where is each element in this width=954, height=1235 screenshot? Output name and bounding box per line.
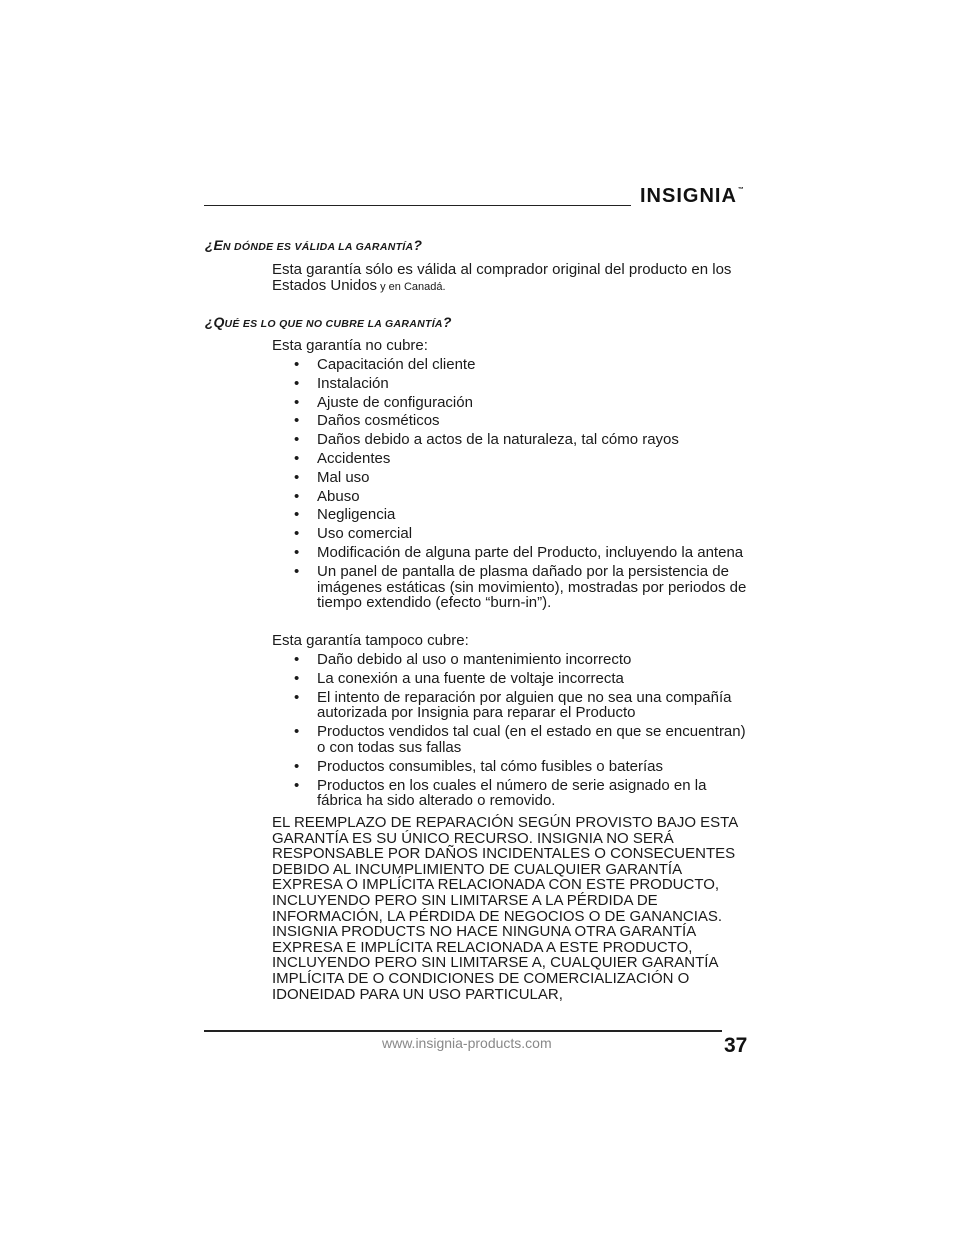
list-item-text: Capacitación del cliente [317, 356, 476, 373]
list-item-text: Daños debido a actos de la naturaleza, tal cómo rayos [317, 431, 679, 449]
section-heading-not-covered [205, 314, 451, 330]
heading-end: ? [413, 237, 422, 253]
list-item [272, 357, 752, 373]
logo-text: INSIGNIA [640, 185, 737, 207]
list-item [272, 451, 752, 467]
section-heading-where-valid [205, 237, 422, 253]
bullet-glyph: • [294, 487, 300, 505]
bullet-glyph: • [294, 562, 300, 580]
bullet-glyph: • [294, 723, 300, 741]
validity-text: Esta garantía sólo es válida al comprador original del producto en los Estados Unidos [272, 261, 732, 294]
heading-lead: ¿E [205, 237, 223, 253]
bullet-glyph: • [294, 669, 300, 687]
list-item-text: Accidentes [317, 449, 391, 467]
list-item-text: Uso comercial [317, 525, 413, 543]
list-item-text: Productos consumibles, tal cómo fusibles o baterías [317, 757, 664, 775]
bullet-glyph: • [294, 356, 300, 373]
list-item-text: Instalación [317, 374, 389, 392]
list-item-text: Mal uso [317, 468, 370, 486]
list-item [272, 564, 752, 611]
validity-small-text: y en Canadá. [377, 280, 446, 293]
list-item [272, 724, 752, 756]
list-item [272, 489, 752, 505]
list-item-text: Modificación de alguna parte del Producto, incluyendo la antena [317, 543, 744, 561]
list-item [272, 652, 752, 668]
list-item-text: Un panel de pantalla de plasma dañado por la persistencia de imágenes estáticas (sin movimiento), mostradas por periodos de tiempo extendido (efecto “burn-in”). [317, 562, 747, 612]
heading-smallcaps: UÉ ES LO QUE NO CUBRE LA GARANTÍA [224, 318, 443, 330]
list-item [272, 778, 752, 810]
bullet-glyph: • [294, 506, 300, 524]
bullet-glyph: • [294, 374, 300, 392]
list-item-text: La conexión a una fuente de voltaje incorrecta [317, 669, 624, 687]
heading-end: ? [442, 314, 452, 330]
list-item [272, 690, 752, 722]
list-item-text: Abuso [317, 487, 360, 505]
heading-smallcaps: N DÓNDE ES VÁLIDA LA GARANTÍA [222, 241, 414, 253]
list-item-text: Ajuste de configuración [317, 393, 473, 411]
list-item [272, 545, 752, 561]
bullet-glyph: • [294, 449, 300, 467]
list-item [272, 526, 752, 542]
validity-paragraph [272, 262, 752, 296]
page-number: 37 [724, 1034, 748, 1057]
not-covered-list [272, 357, 752, 614]
list-item-text: El intento de reparación por alguien que no sea una compañía autorizada por Insignia para reparar el Producto [317, 688, 732, 722]
list-item [272, 376, 752, 392]
bullet-glyph: • [294, 468, 300, 486]
list-item-text: Daño debido al uso o mantenimiento incorrecto [317, 651, 632, 668]
footer-rule [204, 1030, 722, 1032]
also-not-covered-list [272, 652, 752, 812]
also-not-covered-intro: Esta garantía tampoco cubre: [272, 632, 469, 649]
bullet-glyph: • [294, 651, 300, 668]
list-item [272, 413, 752, 429]
bullet-glyph: • [294, 757, 300, 775]
list-item-text: Negligencia [317, 506, 396, 524]
list-item-text: Productos en los cuales el número de serie asignado en la fábrica ha sido alterado o removido. [317, 776, 707, 810]
bullet-glyph: • [294, 525, 300, 543]
list-item-text: Daños cosméticos [317, 412, 440, 430]
list-item [272, 507, 752, 523]
logo-trademark: ™ [737, 187, 745, 193]
bullet-glyph: • [294, 412, 300, 430]
bullet-glyph: • [294, 393, 300, 411]
bullet-glyph: • [294, 543, 300, 561]
liability-disclaimer: EL REEMPLAZO DE REPARACIÓN SEGÚN PROVISTO BAJO ESTA GARANTÍA ES SU ÚNICO RECURSO. INSIGNIA NO SERÁ RESPONSABLE POR DAÑOS INCIDENTALES O CONSECUENTES DEBIDO AL INCUMPLIMIENTO DE CUALQUIER GARANTÍA EXPRESA O IMPLÍCITA RELACIONADA CON ESTE PRODUCTO, INCLUYENDO PERO SIN LIMITARSE A LA PÉRDIDA DE INFORMACIÓN, LA PÉRDIDA DE NEGOCIOS O DE GANANCIAS. INSIGNIA PRODUCTS NO HACE NINGUNA OTRA GARANTÍA EXPRESA E IMPLÍCITA RELACIONADA A ESTE PRODUCTO, INCLUYENDO PERO SIN LIMITARSE A, CUALQUIER GARANTÍA IMPLÍCITA DE O CONDICIONES DE COMERCIALIZACIÓN O IDONEIDAD PARA UN USO PARTICULAR, [272, 814, 738, 1003]
bullet-glyph: • [294, 688, 300, 706]
list-item [272, 395, 752, 411]
bullet-glyph: • [294, 776, 300, 794]
list-item [272, 470, 752, 486]
list-item [272, 759, 752, 775]
footer-url: www.insignia-products.com [382, 1035, 552, 1051]
bullet-glyph: • [294, 431, 300, 449]
not-covered-intro: Esta garantía no cubre: [272, 337, 428, 354]
list-item-text: Productos vendidos tal cual (en el estado en que se encuentran) o con todas sus fallas [317, 723, 746, 756]
header-rule [204, 205, 631, 206]
list-item [272, 432, 752, 448]
list-item [272, 671, 752, 687]
insignia-logo [640, 185, 745, 208]
heading-lead: ¿Q [205, 314, 225, 330]
